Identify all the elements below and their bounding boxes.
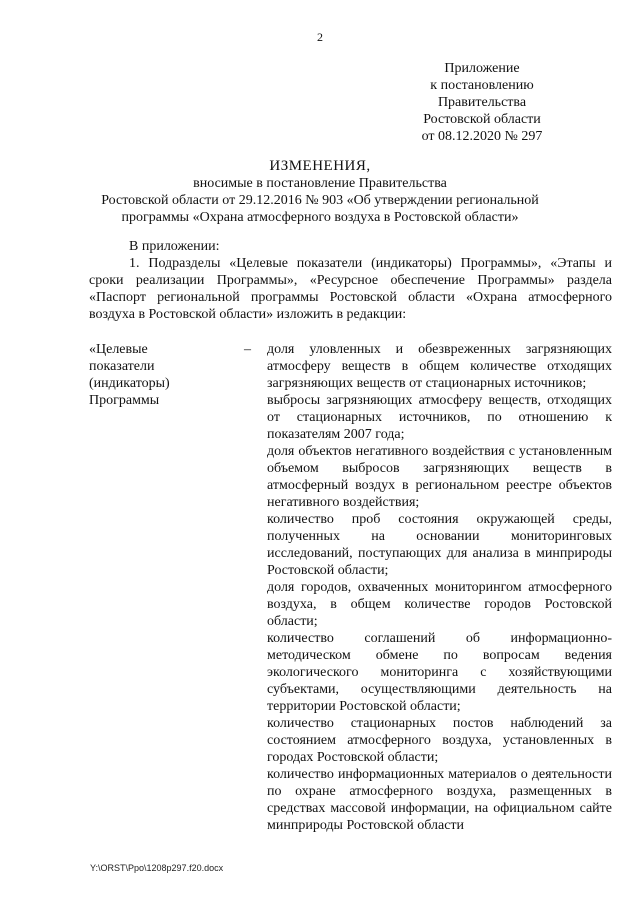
- section-label-line: (индикаторы): [89, 376, 170, 391]
- indicator-item: количество соглашений об информационно-методическом обмене по вопросам ведения экологического мониторинга с хозяйствующими субъектами, осуществляющими деятельность на территории Ростовской области;: [267, 631, 612, 714]
- indicator-item: количество проб состояния окружающей среды, полученных на основании мониторинговых исследований, поступающих для анализа в минприроды Ростовской области;: [267, 512, 612, 578]
- file-path-footer: Y:\ORST\Ppo\1208p297.f20.docx: [90, 863, 224, 873]
- appendix-line: Приложение: [444, 61, 520, 76]
- appendix-block: [382, 60, 582, 145]
- appendix-line: к постановлению: [430, 78, 534, 93]
- title-line: программы «Охрана атмосферного воздуха в Ростовской области»: [121, 210, 519, 225]
- intro-text: [89, 238, 612, 323]
- appendix-line: Ростовской области: [423, 112, 541, 127]
- page-number: 2: [317, 30, 323, 44]
- indicator-item: выбросы загрязняющих атмосферу веществ, отходящих от стационарных источников, по отношению к показателям 2007 года;: [267, 393, 612, 442]
- indicator-item: доля уловленных и обезвреженных загрязняющих атмосферу веществ в общем количестве отходящих загрязняющих веществ от стационарных источников;: [267, 342, 612, 391]
- section-label-line: «Целевые: [89, 342, 148, 357]
- indicator-item: доля объектов негативного воздействия с установленным объемом выбросов загрязняющих веществ в атмосферный воздух в региональном реестре объектов негативного воздействия;: [267, 444, 612, 510]
- indicator-item: количество информационных материалов о деятельности по охране атмосферного воздуха, размещенных в средствах массовой информации, на официальном сайте минприроды Ростовской области: [267, 767, 612, 833]
- title-heading: ИЗМЕНЕНИЯ,: [269, 158, 371, 174]
- section-dash: –: [244, 342, 251, 357]
- document-title: [90, 158, 550, 226]
- title-line: вносимые в постановление Правительства: [193, 176, 447, 191]
- indicator-item: количество стационарных постов наблюдений за состоянием атмосферного воздуха, установленных в городах Ростовской области;: [267, 716, 612, 765]
- section-label: [89, 341, 199, 409]
- intro-paragraph: В приложении:: [129, 239, 220, 254]
- section-label-line: Программы: [89, 393, 160, 408]
- indicator-item: доля городов, охваченных мониторингом атмосферного воздуха, в общем количестве городов Ростовской области;: [267, 580, 612, 629]
- section-label-line: показатели: [89, 359, 155, 374]
- appendix-line: Правительства: [437, 95, 527, 110]
- title-line: Ростовской области от 29.12.2016 № 903 «Об утверждении региональной: [101, 193, 539, 208]
- intro-paragraph: 1. Подразделы «Целевые показатели (индикаторы) Программы», «Этапы и сроки реализации Программы», «Ресурсное обеспечение Программы» раздела «Паспорт региональной программы Ростовской области «Охрана атмосферного воздуха в Ростовской области» изложить в редакции:: [89, 256, 612, 322]
- appendix-line: от 08.12.2020 № 297: [421, 129, 543, 144]
- indicator-list: [267, 341, 612, 834]
